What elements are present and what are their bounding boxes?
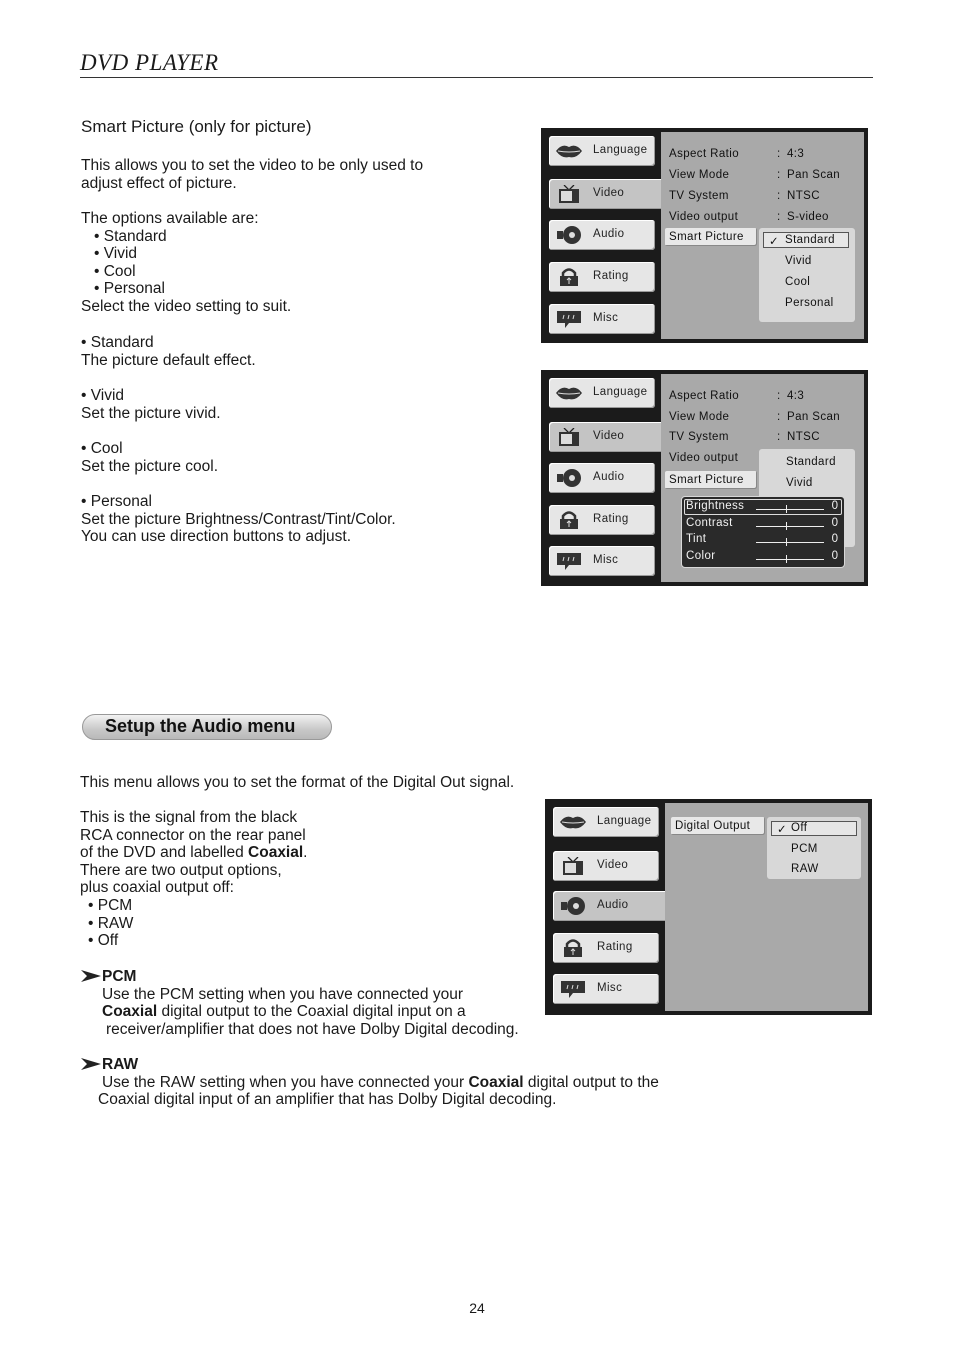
osd-sidebar (545, 374, 661, 582)
dropdown-option[interactable]: Off (791, 822, 808, 834)
checkmark-icon: ✓ (769, 236, 780, 248)
lips-icon (555, 142, 583, 160)
smart-picture-heading: Smart Picture (only for picture) (81, 117, 312, 136)
tab-audio[interactable] (549, 220, 655, 250)
option-item: • PCM (88, 896, 133, 914)
tab-label: Language (597, 815, 652, 827)
osd-sidebar (549, 803, 665, 1011)
body-text: . (303, 844, 308, 862)
tab-audio[interactable] (553, 891, 669, 921)
body-text: digital output to the (523, 1073, 659, 1091)
desc-body: You can use direction buttons to adjust. (81, 528, 352, 546)
setting-sep: : (777, 190, 781, 202)
setting-sep: : (777, 148, 781, 160)
adjust-value: 0 (831, 533, 838, 545)
options-block (81, 210, 291, 316)
setting-value: 4:3 (787, 148, 805, 160)
pcm-block (80, 968, 519, 1038)
intro-line: adjust effect of picture. (81, 174, 237, 192)
dropdown-option[interactable]: Standard (786, 456, 836, 468)
selected-setting-highlight[interactable] (665, 228, 757, 246)
desc-body: The picture default effect. (81, 351, 256, 369)
setting-label[interactable]: View Mode (669, 169, 730, 181)
page-number: 24 (469, 1300, 485, 1316)
osd-settings-panel (661, 132, 864, 339)
body-text: of the DVD and labelled (80, 844, 249, 862)
option-item: • RAW (88, 914, 134, 932)
tab-language[interactable] (553, 807, 659, 837)
audio-intro: This menu allows you to set the format of the Digital Out signal. (80, 774, 515, 791)
osd-settings-panel (665, 803, 868, 1011)
option-item: • Vivid (94, 245, 138, 263)
raw-line (80, 1074, 659, 1092)
setting-value: NTSC (787, 190, 820, 202)
option-item: • Standard (94, 227, 167, 245)
adjust-value: 0 (831, 550, 838, 562)
raw-line: Coaxial digital input of an amplifier that has Dolby Digital decoding. (98, 1091, 557, 1109)
dropdown-list (759, 228, 855, 322)
arrow-bullet-icon (80, 1057, 102, 1071)
selected-setting-highlight[interactable] (671, 817, 765, 835)
dropdown-option[interactable]: RAW (791, 863, 819, 875)
selected-setting-label: Digital Output (675, 820, 751, 832)
body-bold: Coaxial (468, 1073, 524, 1091)
tv-icon (555, 185, 583, 203)
adjust-value: 0 (831, 517, 838, 529)
adjust-slider-knob[interactable] (786, 555, 787, 563)
arrow-bullet-icon (80, 969, 102, 983)
tab-language[interactable] (549, 136, 655, 166)
raw-head: RAW (102, 1056, 139, 1073)
adjust-label[interactable]: Tint (686, 533, 707, 545)
setting-value: 4:3 (787, 390, 805, 402)
tab-video[interactable] (549, 179, 665, 209)
speaker-icon (555, 226, 583, 244)
setting-label[interactable]: Video output (669, 452, 739, 464)
header-rule (80, 77, 873, 78)
body-bold: Coaxial (102, 1003, 158, 1021)
body-line: This is the signal from the black (80, 809, 298, 826)
body-bold: Coaxial (248, 844, 304, 862)
adjust-slider-track[interactable] (756, 509, 824, 510)
setting-label[interactable]: TV System (669, 431, 729, 443)
lock-icon (555, 511, 583, 529)
desc-head: • Vivid (81, 387, 125, 404)
tab-label: Audio (593, 471, 625, 483)
speech-bubble-icon (555, 310, 583, 328)
tab-video[interactable] (549, 422, 665, 452)
adjust-slider-knob[interactable] (786, 538, 787, 546)
osd-sidebar (545, 132, 661, 339)
intro-line: This allows you to set the video to be only used to (81, 157, 424, 174)
lock-icon (559, 939, 587, 957)
dropdown-option[interactable]: Vivid (786, 477, 813, 489)
dropdown-list (767, 817, 861, 879)
option-item: • Cool (94, 262, 136, 280)
lips-icon (555, 384, 583, 402)
pcm-head: PCM (102, 968, 137, 985)
desc-body: Set the picture vivid. (81, 404, 221, 422)
select-line: Select the video setting to suit. (81, 297, 292, 315)
lips-icon (559, 813, 587, 831)
osd-settings-panel (661, 374, 864, 582)
body-line: plus coaxial output off: (80, 879, 234, 897)
tab-misc[interactable] (549, 546, 655, 576)
tab-label: Language (593, 144, 648, 156)
pcm-line: Use the PCM setting when you have connected your (102, 985, 464, 1003)
speech-bubble-icon (559, 980, 587, 998)
setting-label[interactable]: Aspect Ratio (669, 390, 739, 402)
tab-rating[interactable] (549, 262, 655, 292)
osd-menu-personal-adjust (541, 370, 868, 586)
body-line (80, 844, 307, 862)
tv-icon (555, 428, 583, 446)
document-header-title: DVD PLAYER (80, 50, 219, 75)
lock-icon (555, 268, 583, 286)
standard-desc (81, 334, 256, 369)
options-label: The options available are: (81, 210, 259, 227)
setting-value: NTSC (787, 431, 820, 443)
dropdown-option[interactable]: Cool (785, 276, 811, 288)
pcm-line (80, 1003, 519, 1021)
audio-section-title-pill (82, 714, 332, 740)
option-item: • Personal (94, 280, 165, 298)
setting-value: S-video (787, 211, 829, 223)
speaker-icon (555, 469, 583, 487)
desc-body: Set the picture cool. (81, 457, 218, 475)
setting-sep: : (777, 390, 781, 402)
tab-label: Video (593, 430, 625, 442)
body-line: RCA connector on the rear panel (80, 826, 306, 844)
dropdown-option[interactable]: Personal (785, 297, 834, 309)
adjust-slider-track[interactable] (756, 559, 824, 560)
setting-label[interactable]: Aspect Ratio (669, 148, 739, 160)
setting-label[interactable]: Video output (669, 211, 739, 223)
body-line: There are two output options, (80, 861, 282, 879)
raw-block (80, 1056, 659, 1109)
tab-label: Rating (593, 270, 629, 282)
tab-rating[interactable] (549, 505, 655, 535)
pcm-line: receiver/amplifier that does not have Dolby Digital decoding. (106, 1020, 519, 1038)
tab-label: Language (593, 386, 648, 398)
cool-desc (81, 440, 218, 475)
tab-label: Audio (593, 228, 625, 240)
personal-desc (81, 493, 396, 546)
setting-sep: : (777, 431, 781, 443)
tab-rating[interactable] (553, 933, 659, 963)
adjust-slider-track[interactable] (756, 526, 824, 527)
dropdown-option[interactable]: PCM (791, 843, 818, 855)
adjust-slider-knob[interactable] (786, 505, 787, 513)
desc-head: • Personal (81, 493, 152, 510)
tab-label: Audio (597, 899, 629, 911)
osd-menu-audio (545, 799, 872, 1015)
option-item: • Off (88, 932, 119, 950)
tab-video[interactable] (553, 851, 659, 881)
speech-bubble-icon (555, 552, 583, 570)
personal-adjust-panel (681, 496, 845, 568)
tab-label: Rating (597, 941, 633, 953)
tv-icon (559, 857, 587, 875)
selected-setting-label: Smart Picture (669, 231, 744, 243)
tab-misc[interactable] (553, 974, 659, 1004)
adjust-slider-knob[interactable] (786, 522, 787, 530)
checkmark-icon: ✓ (777, 824, 788, 836)
desc-body: Set the picture Brightness/Contrast/Tint/Color. (81, 510, 396, 528)
dropdown-option[interactable]: Standard (785, 234, 835, 246)
desc-head: • Cool (81, 440, 123, 457)
setting-label[interactable]: TV System (669, 190, 729, 202)
dropdown-option[interactable]: Vivid (785, 255, 812, 267)
tab-misc[interactable] (549, 304, 655, 334)
vivid-desc (81, 387, 221, 422)
setting-value: Pan Scan (787, 411, 841, 423)
setting-label[interactable]: View Mode (669, 411, 730, 423)
adjust-label[interactable]: Color (686, 550, 716, 562)
tab-label: Misc (597, 982, 623, 994)
tab-label: Misc (593, 554, 619, 566)
tab-language[interactable] (549, 378, 655, 408)
setting-value: Pan Scan (787, 169, 841, 181)
setting-sep: : (777, 211, 781, 223)
setting-sep: : (777, 169, 781, 181)
desc-head: • Standard (81, 334, 154, 351)
tab-label: Rating (593, 513, 629, 525)
audio-body (80, 809, 307, 950)
selected-setting-label: Smart Picture (669, 474, 744, 486)
tab-label: Misc (593, 312, 619, 324)
body-text: digital output to the Coaxial digital input on a (157, 1003, 466, 1021)
osd-menu-smart-picture (541, 128, 868, 343)
adjust-slider-track[interactable] (756, 542, 824, 543)
smart-picture-intro (81, 157, 423, 192)
body-text: Use the RAW setting when you have connected your (102, 1073, 469, 1091)
pcm-head-line (80, 968, 519, 986)
selected-setting-highlight[interactable] (665, 471, 757, 489)
tab-audio[interactable] (549, 463, 655, 493)
raw-head-line (80, 1056, 659, 1074)
adjust-value: 0 (831, 500, 838, 512)
audio-section-title: Setup the Audio menu (105, 716, 296, 736)
adjust-label[interactable]: Brightness (686, 500, 745, 512)
tab-label: Video (597, 859, 629, 871)
speaker-icon (559, 897, 587, 915)
adjust-label[interactable]: Contrast (686, 517, 733, 529)
tab-label: Video (593, 187, 625, 199)
setting-sep: : (777, 411, 781, 423)
